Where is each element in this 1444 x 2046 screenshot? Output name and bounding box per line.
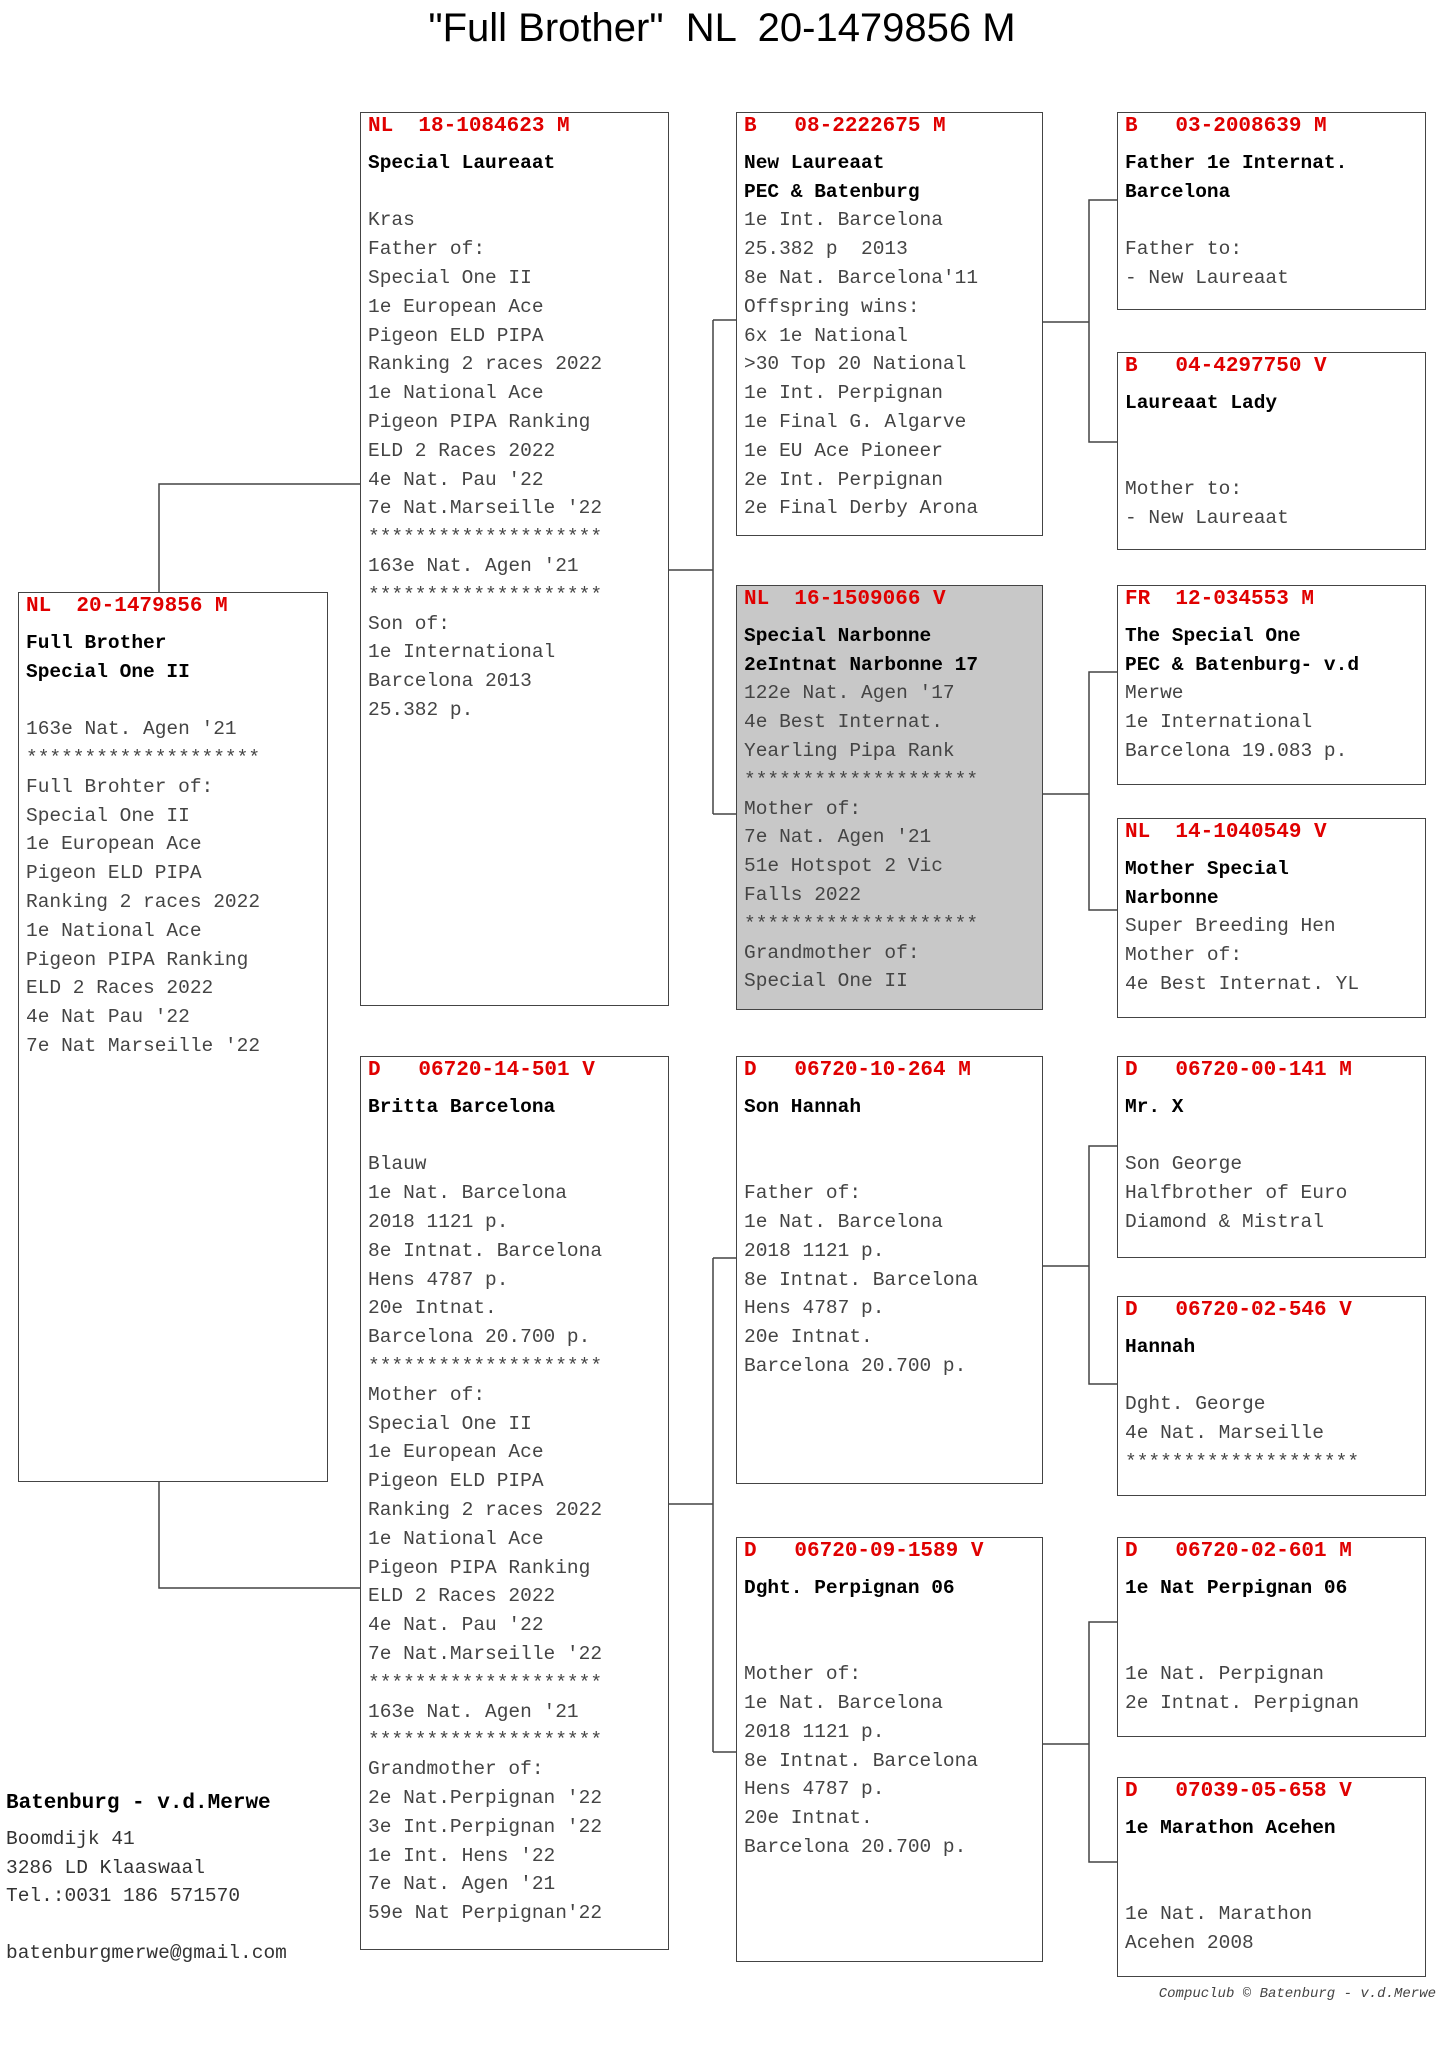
ring-number: NL 16-1509066 V xyxy=(744,588,946,611)
pigeon-detail-line: Offspring wins: xyxy=(744,295,920,318)
pigeon-detail-line: 3e Int.Perpignan '22 xyxy=(368,1815,603,1838)
pigeon-detail-line: ******************** xyxy=(744,768,979,791)
pigeon-detail-line: Merwe xyxy=(1125,682,1184,705)
pigeon-name: Laureaat Lady xyxy=(1125,391,1278,414)
pigeon-detail-line: 8e Intnat. Barcelona xyxy=(744,1268,979,1291)
ring-number: B 04-4297750 V xyxy=(1125,355,1327,378)
pedigree-box-mmm xyxy=(1117,1777,1426,1977)
pigeon-detail-line xyxy=(368,1122,661,1151)
pigeon-detail-line: ******************** xyxy=(1125,1450,1360,1473)
pigeon-detail-line: 2018 1121 p. xyxy=(368,1210,509,1233)
pigeon-detail-line: Father of: xyxy=(744,1182,862,1205)
pigeon-detail-line: Pigeon ELD PIPA xyxy=(368,324,544,347)
pigeon-detail-line: Hens 4787 p. xyxy=(744,1778,885,1801)
ring-number: D 06720-00-141 M xyxy=(1125,1059,1352,1082)
pigeon-detail-line: - New Laureaat xyxy=(1125,266,1289,289)
pigeon-detail-line: ******************** xyxy=(368,526,603,549)
breeder-email[interactable]: batenburgmerwe@gmail.com xyxy=(6,1942,287,1965)
pigeon-detail-line: 1e National Ace xyxy=(26,919,202,942)
ring-number: FR 12-034553 M xyxy=(1125,588,1315,611)
pedigree-box-ffm xyxy=(1117,352,1426,550)
pigeon-detail-line xyxy=(744,1122,1035,1151)
ring-number: D 06720-10-264 M xyxy=(744,1059,971,1082)
pigeon-detail-line: Special One II xyxy=(26,804,190,827)
pigeon-detail-line: Mother of: xyxy=(368,1383,486,1406)
ring-number: NL 20-1479856 M xyxy=(26,595,228,618)
pigeon-detail-line: Yearling Pipa Rank xyxy=(744,739,955,762)
ring-number: D 06720-02-601 M xyxy=(1125,1540,1352,1563)
ring-number: D 07039-05-658 V xyxy=(1125,1780,1352,1803)
pigeon-detail-line: 7e Nat. Agen '21 xyxy=(744,826,932,849)
pigeon-name: Son Hannah xyxy=(744,1095,862,1118)
pigeon-detail-line: Father to: xyxy=(1125,238,1243,261)
pigeon-detail-line: Ranking 2 races 2022 xyxy=(26,890,261,913)
ring-number: D 06720-14-501 V xyxy=(368,1059,595,1082)
pigeon-detail-line xyxy=(1125,1631,1418,1660)
pedigree-box-ff xyxy=(736,112,1043,536)
pigeon-detail-line: Halfbrother of Euro xyxy=(1125,1182,1348,1205)
pigeon-detail-line: 1e Final G. Algarve xyxy=(744,410,967,433)
pigeon-name: New Laureaat xyxy=(744,151,885,174)
breeder-phone: Tel.:0031 186 571570 xyxy=(6,1885,241,1908)
pigeon-detail-line: 1e Nat. Barcelona xyxy=(744,1691,943,1714)
pigeon-detail-line: Special One II xyxy=(744,970,908,993)
pigeon-detail-line: >30 Top 20 National xyxy=(744,353,967,376)
pigeon-detail-line: ******************** xyxy=(744,912,979,935)
pigeon-name: 2eIntnat Narbonne 17 xyxy=(744,653,979,676)
pigeon-detail-line: Mother of: xyxy=(1125,944,1243,967)
pigeon-detail-line: 1e European Ace xyxy=(368,1441,544,1464)
pigeon-detail-line: Pigeon PIPA Ranking xyxy=(26,948,249,971)
ring-number: B 08-2222675 M xyxy=(744,115,946,138)
pigeon-detail-line: 20e Intnat. xyxy=(368,1297,497,1320)
pedigree-box-mother xyxy=(360,1056,669,1950)
pigeon-name: Hannah xyxy=(1125,1335,1196,1358)
pigeon-detail-line: 4e Best Internat. YL xyxy=(1125,972,1360,995)
pigeon-detail-line: Special One II xyxy=(368,266,532,289)
pigeon-detail-line: 1e Int. Hens '22 xyxy=(368,1844,556,1867)
pigeon-detail-line: 1e Nat. Barcelona xyxy=(744,1210,943,1233)
ring-number: B 03-2008639 M xyxy=(1125,115,1327,138)
pigeon-detail-line: 25.382 p 2013 xyxy=(744,238,908,261)
pigeon-detail-line: 1e Int. Barcelona xyxy=(744,209,943,232)
pigeon-detail-line: ******************** xyxy=(368,1671,603,1694)
pigeon-detail-line: Falls 2022 xyxy=(744,883,862,906)
pigeon-detail-line xyxy=(26,686,320,715)
pigeon-detail-line: Son George xyxy=(1125,1153,1243,1176)
pigeon-detail-line: 7e Nat. Agen '21 xyxy=(368,1873,556,1896)
pigeon-name: Mr. X xyxy=(1125,1095,1184,1118)
pigeon-detail-line: 51e Hotspot 2 Vic xyxy=(744,855,943,878)
pigeon-detail-line: 122e Nat. Agen '17 xyxy=(744,682,955,705)
pigeon-detail-line xyxy=(1125,1871,1418,1900)
pigeon-detail-line: Grandmother of: xyxy=(368,1758,544,1781)
pigeon-detail-line: 4e Nat. Pau '22 xyxy=(368,468,544,491)
pigeon-detail-line: Kras xyxy=(368,209,415,232)
pigeon-detail-line: Mother of: xyxy=(744,797,862,820)
pigeon-detail-line: 1e International xyxy=(1125,711,1313,734)
pigeon-detail-line: 1e European Ace xyxy=(368,295,544,318)
pigeon-name: Narbonne xyxy=(1125,886,1219,909)
pigeon-detail-line: Grandmother of: xyxy=(744,941,920,964)
pigeon-detail-line: Dght. George xyxy=(1125,1393,1266,1416)
pigeon-detail-line: ELD 2 Races 2022 xyxy=(368,439,556,462)
pigeon-detail-line: 7e Nat Marseille '22 xyxy=(26,1034,261,1057)
pigeon-detail-line: 2018 1121 p. xyxy=(744,1239,885,1262)
pigeon-detail-line: 20e Intnat. xyxy=(744,1326,873,1349)
pigeon-detail-line: ******************** xyxy=(26,746,261,769)
pigeon-detail-line: 2e Intnat. Perpignan xyxy=(1125,1691,1360,1714)
pigeon-detail-line: 2e Int. Perpignan xyxy=(744,468,943,491)
pedigree-box-subject xyxy=(18,592,328,1482)
pigeon-name: Mother Special xyxy=(1125,857,1289,880)
pigeon-detail-line: Pigeon PIPA Ranking xyxy=(368,410,591,433)
pigeon-detail-line xyxy=(744,1150,1035,1179)
pigeon-detail-line: 20e Intnat. xyxy=(744,1807,873,1830)
pedigree-box-mf xyxy=(736,1056,1043,1484)
ring-number: D 06720-02-546 V xyxy=(1125,1299,1352,1322)
pigeon-detail-line: 1e National Ace xyxy=(368,382,544,405)
pigeon-detail-line: 2018 1121 p. xyxy=(744,1720,885,1743)
pigeon-detail-line xyxy=(1125,446,1418,475)
pigeon-detail-line: Mother to: xyxy=(1125,478,1243,501)
pigeon-detail-line: 4e Best Internat. xyxy=(744,711,943,734)
pigeon-detail-line: Pigeon ELD PIPA xyxy=(26,862,202,885)
pigeon-detail-line: 7e Nat.Marseille '22 xyxy=(368,497,603,520)
pigeon-detail-line: 1e EU Ace Pioneer xyxy=(744,439,943,462)
pigeon-detail-line: 1e European Ace xyxy=(26,833,202,856)
pigeon-detail-line: 163e Nat. Agen '21 xyxy=(368,1700,579,1723)
pigeon-detail-line: 1e Nat. Barcelona xyxy=(368,1182,567,1205)
pigeon-detail-line: 1e Nat. Perpignan xyxy=(1125,1663,1324,1686)
pigeon-detail-line: Super Breeding Hen xyxy=(1125,915,1336,938)
pigeon-detail-line: Diamond & Mistral xyxy=(1125,1210,1324,1233)
pigeon-detail-line xyxy=(368,178,661,207)
pigeon-detail-line xyxy=(1125,1122,1418,1151)
pigeon-detail-line: Ranking 2 races 2022 xyxy=(368,353,603,376)
pigeon-detail-line: 1e National Ace xyxy=(368,1527,544,1550)
ring-number: NL 14-1040549 V xyxy=(1125,821,1327,844)
pigeon-detail-line: Barcelona 20.700 p. xyxy=(368,1326,591,1349)
pigeon-name: Barcelona xyxy=(1125,180,1231,203)
pigeon-detail-line xyxy=(1125,1603,1418,1632)
pedigree-box-mfm xyxy=(1117,1296,1426,1496)
pigeon-detail-line: 4e Nat Pau '22 xyxy=(26,1006,190,1029)
pigeon-name: Special Laureaat xyxy=(368,151,556,174)
pigeon-detail-line xyxy=(1125,418,1418,447)
pedigree-box-mm xyxy=(736,1537,1043,1962)
pigeon-detail-line: 7e Nat.Marseille '22 xyxy=(368,1642,603,1665)
pigeon-detail-line: 8e Intnat. Barcelona xyxy=(368,1239,603,1262)
pigeon-detail-line: Hens 4787 p. xyxy=(744,1297,885,1320)
pigeon-detail-line: Mother of: xyxy=(744,1663,862,1686)
pigeon-name: Dght. Perpignan 06 xyxy=(744,1576,955,1599)
breeder-name: Batenburg - v.d.Merwe xyxy=(6,1792,271,1815)
pigeon-detail-line: Pigeon PIPA Ranking xyxy=(368,1556,591,1579)
pigeon-detail-line xyxy=(1125,1843,1418,1872)
pigeon-name: The Special One xyxy=(1125,624,1301,647)
pigeon-name: Britta Barcelona xyxy=(368,1095,556,1118)
pigeon-detail-line: Special One II xyxy=(368,1412,532,1435)
pigeon-detail-line: ******************** xyxy=(368,583,603,606)
pedigree-box-fmf xyxy=(1117,585,1426,785)
pigeon-detail-line: 25.382 p. xyxy=(368,698,474,721)
pedigree-box-mmf xyxy=(1117,1537,1426,1737)
pigeon-name: 1e Marathon Acehen xyxy=(1125,1816,1336,1839)
pigeon-detail-line: ELD 2 Races 2022 xyxy=(26,977,214,1000)
pigeon-detail-line: 4e Nat. Pau '22 xyxy=(368,1614,544,1637)
pigeon-detail-line: 1e Int. Perpignan xyxy=(744,382,943,405)
pigeon-detail-line: 163e Nat. Agen '21 xyxy=(26,718,237,741)
pigeon-detail-line: ******************** xyxy=(368,1729,603,1752)
pigeon-name: Special Narbonne xyxy=(744,624,932,647)
pigeon-detail-line: 2e Final Derby Arona xyxy=(744,497,979,520)
pedigree-box-fm xyxy=(736,585,1043,1010)
pigeon-detail-line xyxy=(1125,206,1418,235)
pigeon-detail-line: ******************** xyxy=(368,1354,603,1377)
pigeon-detail-line: Acehen 2008 xyxy=(1125,1931,1254,1954)
pigeon-detail-line: Barcelona 20.700 p. xyxy=(744,1835,967,1858)
pigeon-detail-line: 4e Nat. Marseille xyxy=(1125,1422,1324,1445)
breeder-address-line-1: Boomdijk 41 xyxy=(6,1827,135,1850)
pigeon-detail-line: 163e Nat. Agen '21 xyxy=(368,554,579,577)
pigeon-detail-line: 8e Nat. Barcelona'11 xyxy=(744,266,979,289)
page-title: "Full Brother" NL 20-1479856 M xyxy=(428,6,1016,50)
footer-copyright: Compuclub © Batenburg - v.d.Merwe xyxy=(1158,1986,1436,2002)
breeder-info xyxy=(6,1790,287,1968)
pigeon-detail-line: 8e Intnat. Barcelona xyxy=(744,1749,979,1772)
pigeon-detail-line: 1e Nat. Marathon xyxy=(1125,1903,1313,1926)
pigeon-detail-line: Hens 4787 p. xyxy=(368,1268,509,1291)
breeder-address-line-2: 3286 LD Klaaswaal xyxy=(6,1856,205,1879)
pigeon-detail-line: Pigeon ELD PIPA xyxy=(368,1470,544,1493)
ring-number: NL 18-1084623 M xyxy=(368,115,570,138)
pigeon-name: PEC & Batenburg- v.d xyxy=(1125,653,1360,676)
pigeon-detail-line xyxy=(744,1631,1035,1660)
pedigree-box-fmm xyxy=(1117,818,1426,1018)
pedigree-box-fff xyxy=(1117,112,1426,310)
pigeon-detail-line: ELD 2 Races 2022 xyxy=(368,1585,556,1608)
pigeon-detail-line: Full Brohter of: xyxy=(26,775,214,798)
pigeon-detail-line xyxy=(1125,1362,1418,1391)
pigeon-detail-line: 59e Nat Perpignan'22 xyxy=(368,1902,603,1925)
pigeon-name: PEC & Batenburg xyxy=(744,180,920,203)
pedigree-box-father xyxy=(360,112,669,1006)
pigeon-detail-line: Ranking 2 races 2022 xyxy=(368,1498,603,1521)
pedigree-box-mff xyxy=(1117,1056,1426,1258)
pigeon-detail-line: Blauw xyxy=(368,1153,427,1176)
pigeon-detail-line: - New Laureaat xyxy=(1125,506,1289,529)
pigeon-detail-line: Son of: xyxy=(368,612,450,635)
pigeon-detail-line: 6x 1e National xyxy=(744,324,908,347)
pigeon-detail-line: Barcelona 2013 xyxy=(368,670,532,693)
pigeon-detail-line: Barcelona 19.083 p. xyxy=(1125,739,1348,762)
pigeon-name: Special One II xyxy=(26,660,190,683)
pigeon-detail-line: Barcelona 20.700 p. xyxy=(744,1354,967,1377)
pigeon-detail-line: 2e Nat.Perpignan '22 xyxy=(368,1786,603,1809)
pigeon-detail-line: 1e International xyxy=(368,641,556,664)
pigeon-detail-line xyxy=(744,1603,1035,1632)
pigeon-detail-line: Father of: xyxy=(368,238,486,261)
pigeon-name: 1e Nat Perpignan 06 xyxy=(1125,1576,1348,1599)
pigeon-name: Father 1e Internat. xyxy=(1125,151,1348,174)
ring-number: D 06720-09-1589 V xyxy=(744,1540,984,1563)
pigeon-name: Full Brother xyxy=(26,631,167,654)
